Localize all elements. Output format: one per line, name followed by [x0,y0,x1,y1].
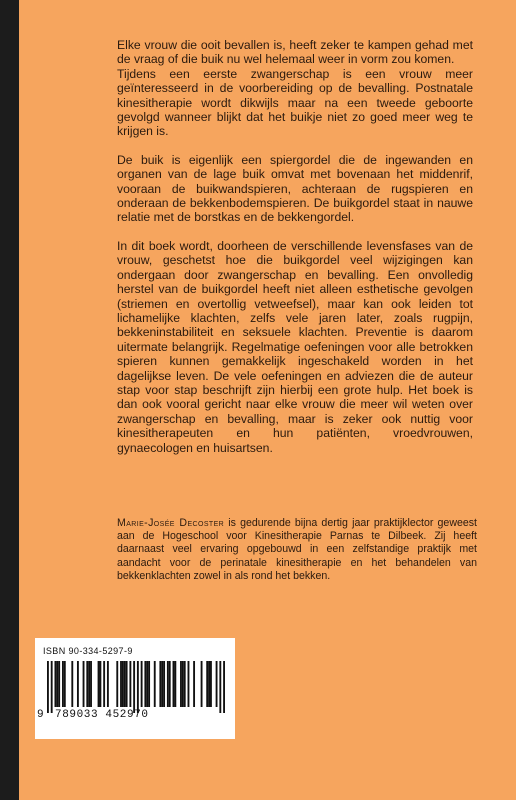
ean-digits: 789033 452970 [55,709,149,721]
barcode-bar [169,661,171,707]
barcode-bar [161,661,163,707]
author-bio-text: is gedurende bijna dertig jaar praktijklector geweest aan de Hogeschool voor Kinesitherapie Parnas te Dilbeek. Zij heeft daarnaast veel ervaring opgebouwd in een zelfstandige praktijk met aandacht voor de perinatale kinesitherapie en het behandelen van bekkenklachten zowel in als rond het bekken. [117,517,477,582]
barcode-bar [167,661,169,707]
barcode-bar [174,661,176,707]
blurb-paragraph-3: De buik is eigenlijk een spiergordel die de ingewanden en organen van de lage buik omvat met bovenaan het middenrif, vooraan de buikwandspieren, achteraan de rugspieren en onderaan de bekkenbodemspieren. De buikgordel staat in nauwe relatie met de borstkas en de bekkengordel. [117,152,473,225]
barcode-bar [88,661,90,707]
barcode-bar [99,661,101,707]
author-name: Marie-Josée Decoster [117,517,225,529]
barcode-bar [133,661,135,713]
barcode-bar [86,661,88,707]
barcode-bar [103,661,105,707]
barcode-panel [35,638,235,739]
barcode-bar [107,661,109,707]
barcode-bar [146,661,148,707]
blurb-text [117,38,473,469]
blurb-paragraph-4: In dit boek wordt, doorheen de verschillende levensfases van de vrouw, geschetst hoe die buikgordel veel wijzigingen kan ondergaan door zwangerschap en bevalling. Een onvolledig herstel van de buikgordel heeft niet alleen esthetische gevolgen (striemen en overtollig vetweefsel), maar kan ook leiden tot lichamelijke klachten, zelfs vele jaren later, zoals rugpijn, bekkeninstabiliteit en seksuele klachten. Preventie is daarom uitermate belangrijk. Regelmatige oefeningen voor alle betrokken spieren kunnen gemakkelijk ingeschakeld worden in het dagelijkse leven. De vele oefeningen en adviezen die de auteur stap voor stap beschrijft zijn hierbij een grote hulp. Het boek is dan ook vooral gericht naar elke vrouw die meer wil weten over zwangerschap en bevalling, maar is zeker ook nuttig voor kinesitherapeuten en hun patiënten, vroedvrouwen, gynaecologen en huisartsen. [117,238,473,455]
barcode-bar [77,661,79,707]
barcode-bar [129,661,131,707]
barcode-bar [116,661,118,707]
barcode-bar [122,661,124,707]
barcode-bar [126,661,128,707]
barcode-bar [182,661,184,707]
barcode-bar [90,661,92,707]
barcode-bar [210,661,212,707]
barcode-bar [83,661,85,707]
barcode-bar [137,661,139,713]
barcode-bar [206,661,208,707]
barcode-bar [51,661,53,713]
barcode-bar [71,661,73,707]
barcode-bar [208,661,210,707]
barcode-bar [159,661,161,707]
barcode-bar [141,661,143,707]
isbn-label: ISBN 90-334-5297-9 [43,646,133,656]
barcode-bar [163,661,165,707]
barcode-bar [184,661,186,707]
barcode-bar [154,661,156,707]
barcode-bar [124,661,126,707]
barcode-icon [47,661,225,713]
book-spine [0,0,19,800]
barcode-bar [173,661,175,707]
barcode-bar [223,661,225,713]
author-bio [117,517,477,583]
barcode-bar [188,661,190,707]
barcode-bar [180,661,182,707]
barcode-bar [54,661,56,707]
barcode-bar [144,661,146,707]
barcode-bar [193,661,195,707]
barcode-bar [98,661,100,707]
blurb-paragraph-1: Elke vrouw die ooit bevallen is, heeft zeker te kampen gehad met de vraag of die buik nu wel helemaal weer in vorm zou komen. [117,38,473,67]
barcode-bar [219,661,221,713]
barcode-bar [56,661,58,707]
barcode-bar [47,661,49,713]
barcode-bar [64,661,66,707]
barcode-bar [216,661,218,707]
ean-first-digit: 9 [37,709,44,721]
barcode-bar [58,661,60,707]
barcode-bar [201,661,203,707]
barcode-bar [120,661,122,707]
blurb-paragraph-2: Tijdens een eerste zwangerschap is een vrouw meer geïnteresseerd in de voorbereiding op de bevalling. Postnatale kinesitherapie wordt dikwijls maar na een tweede geboorte gevolgd wanneer blijkt dat het buikje niet zo goed meer weg te krijgen is. [117,66,473,139]
barcode-bar [62,661,64,707]
barcode-bar [148,661,150,707]
